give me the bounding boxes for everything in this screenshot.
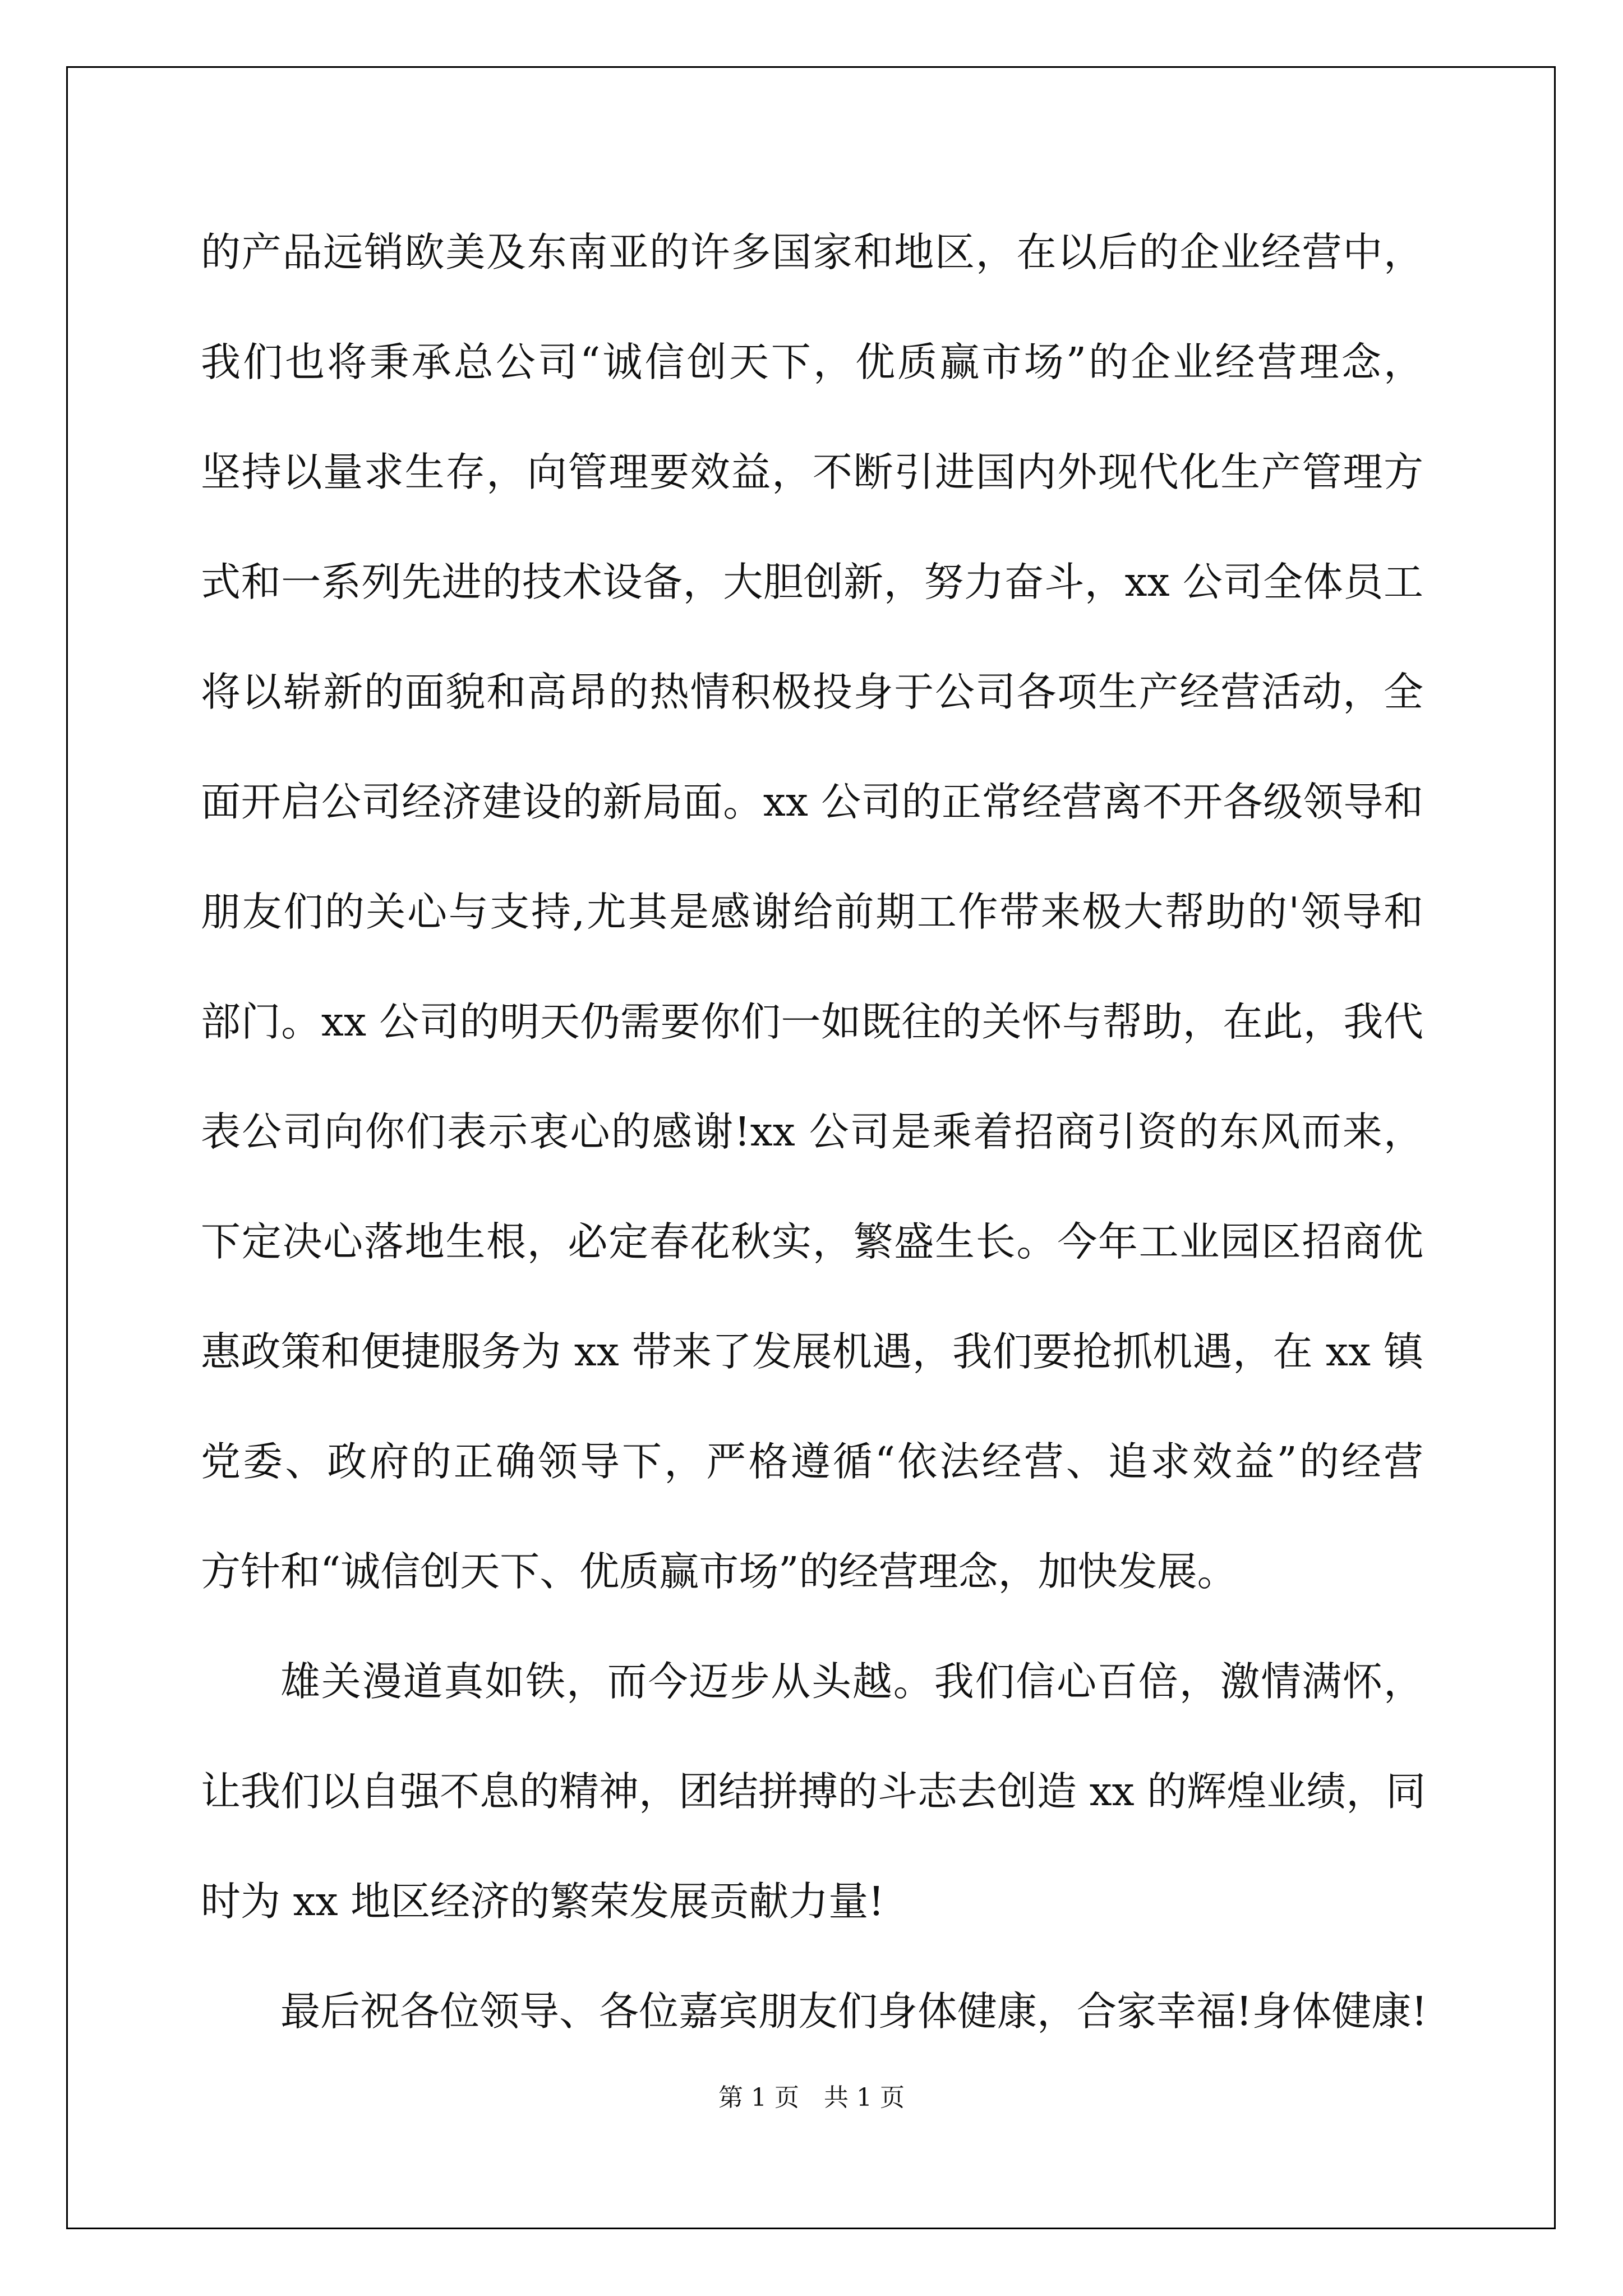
text-line: 时为 xx 地区经济的繁荣发展贡献力量!	[201, 1878, 884, 1925]
text-line: 部门。xx 公司的明天仍需要你们一如既往的关怀与帮助，在此，我代	[201, 999, 1423, 1045]
text-line: 方针和“诚信创天下、优质赢市场”的经营理念，加快发展。	[201, 1548, 1237, 1595]
text-line: 让我们以自强不息的精神，团结拼搏的斗志去创造 xx 的辉煌业绩，同	[201, 1768, 1426, 1815]
text-line: 式和一系列先进的技术设备，大胆创新，努力奋斗，xx 公司全体员工	[201, 559, 1423, 605]
text-line: 雄关漫道真如铁，而今迈步从头越。我们信心百倍，激情满怀，	[280, 1658, 1423, 1705]
text-line: 将以崭新的面貌和高昂的热情积极投身于公司各项生产经营活动，全	[201, 669, 1423, 715]
text-line: 我们也将秉承总公司“诚信创天下，优质赢市场”的企业经营理念，	[201, 339, 1423, 385]
text-line: 表公司向你们表示衷心的感谢!xx 公司是乘着招商引资的东风而来，	[201, 1108, 1423, 1155]
text-line: 坚持以量求生存，向管理要效益，不断引进国内外现代化生产管理方	[201, 449, 1423, 495]
text-line: 惠政策和便捷服务为 xx 带来了发展机遇，我们要抢抓机遇，在 xx 镇	[201, 1328, 1423, 1375]
text-line: 党委、政府的正确领导下，严格遵循“依法经营、追求效益”的经营	[201, 1438, 1423, 1485]
text-line: 面开启公司经济建设的新局面。xx 公司的正常经营离不开各级领导和	[201, 779, 1423, 825]
text-line: 最后祝各位领导、各位嘉宾朋友们身体健康，合家幸福!身体健康!	[280, 1988, 1428, 2035]
text-line: 的产品远销欧美及东南亚的许多国家和地区，在以后的企业经营中，	[201, 229, 1423, 275]
page-number-footer: 第 1 页 共 1 页	[718, 2083, 905, 2112]
text-line: 朋友们的关心与支持,尤其是感谢给前期工作带来极大帮助的'领导和	[201, 889, 1423, 935]
text-line: 下定决心落地生根，必定春花秋实，繁盛生长。今年工业园区招商优	[201, 1218, 1423, 1265]
